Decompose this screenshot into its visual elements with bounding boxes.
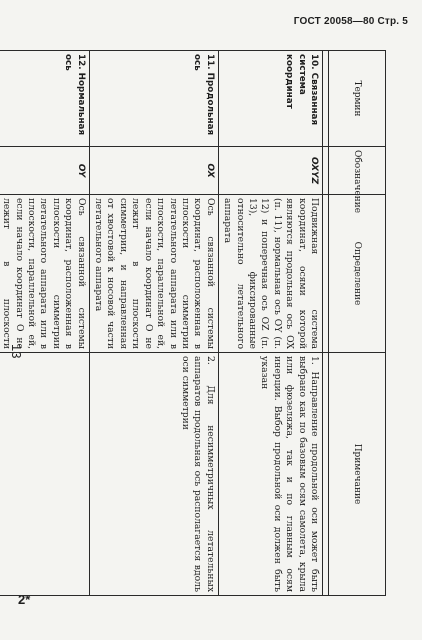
table-row (89, 51, 218, 596)
term-cell: 12. Нормальная ось (0, 51, 89, 147)
definition-cell: Ось связанной системы координат, расположенная в плоскости симметрии летательного аппарата или в плоскости, параллельной ей, если начало координат O не лежит в плоскости (0, 195, 89, 353)
col-header-symbol: Обозначение (329, 147, 386, 195)
note-cell: 2. Для несимметричных летательных аппаратов продольная ось располагается вдоль оси симметрии (89, 353, 218, 596)
note-cell (0, 353, 89, 596)
col-header-term: Термин (329, 51, 386, 147)
col-header-note: Примечание (329, 353, 386, 596)
symbol-cell: OX (89, 147, 218, 195)
sheet-number: 13 (9, 344, 24, 359)
term-cell: 10. Связанная система координат (218, 51, 322, 147)
terms-table (0, 50, 386, 596)
note-cell: 1. Направление продольной оси может быть выбрано как по базовым осям самолета, крыла или фюзеляжа, так и по главным осям инерции. Выбор продольной оси должен быть указан (218, 353, 322, 596)
symbol-cell: OXYZ (218, 147, 322, 195)
spacer-row (323, 51, 329, 596)
definition-cell: Ось связанной системы координат, расположенная в плоскости симметрии летательного аппарата или в плоскости, параллельной ей, если начало координат O не лежит в плоскости симметрии, и направленная от хвостовой к носовой части летательного аппарата (89, 195, 218, 353)
term-cell: 11. Продольная ось (89, 51, 218, 147)
page-header: ГОСТ 20058—80 Стр. 5 (293, 16, 408, 27)
table-row (0, 51, 89, 596)
rotated-table-wrapper (1, 50, 386, 595)
definition-cell: Подвижная система координат, осями которой являются продольная ось OX (п. 11), нормальная ось OY (п. 12) и поперечная ось OZ (п. 13), фиксированные относительно летательного аппарата (218, 195, 322, 353)
page-label: 2* (18, 592, 31, 607)
col-header-definition: Определение (329, 195, 386, 353)
table-header-row (329, 51, 386, 596)
symbol-cell: OY (0, 147, 89, 195)
table-row (218, 51, 322, 596)
